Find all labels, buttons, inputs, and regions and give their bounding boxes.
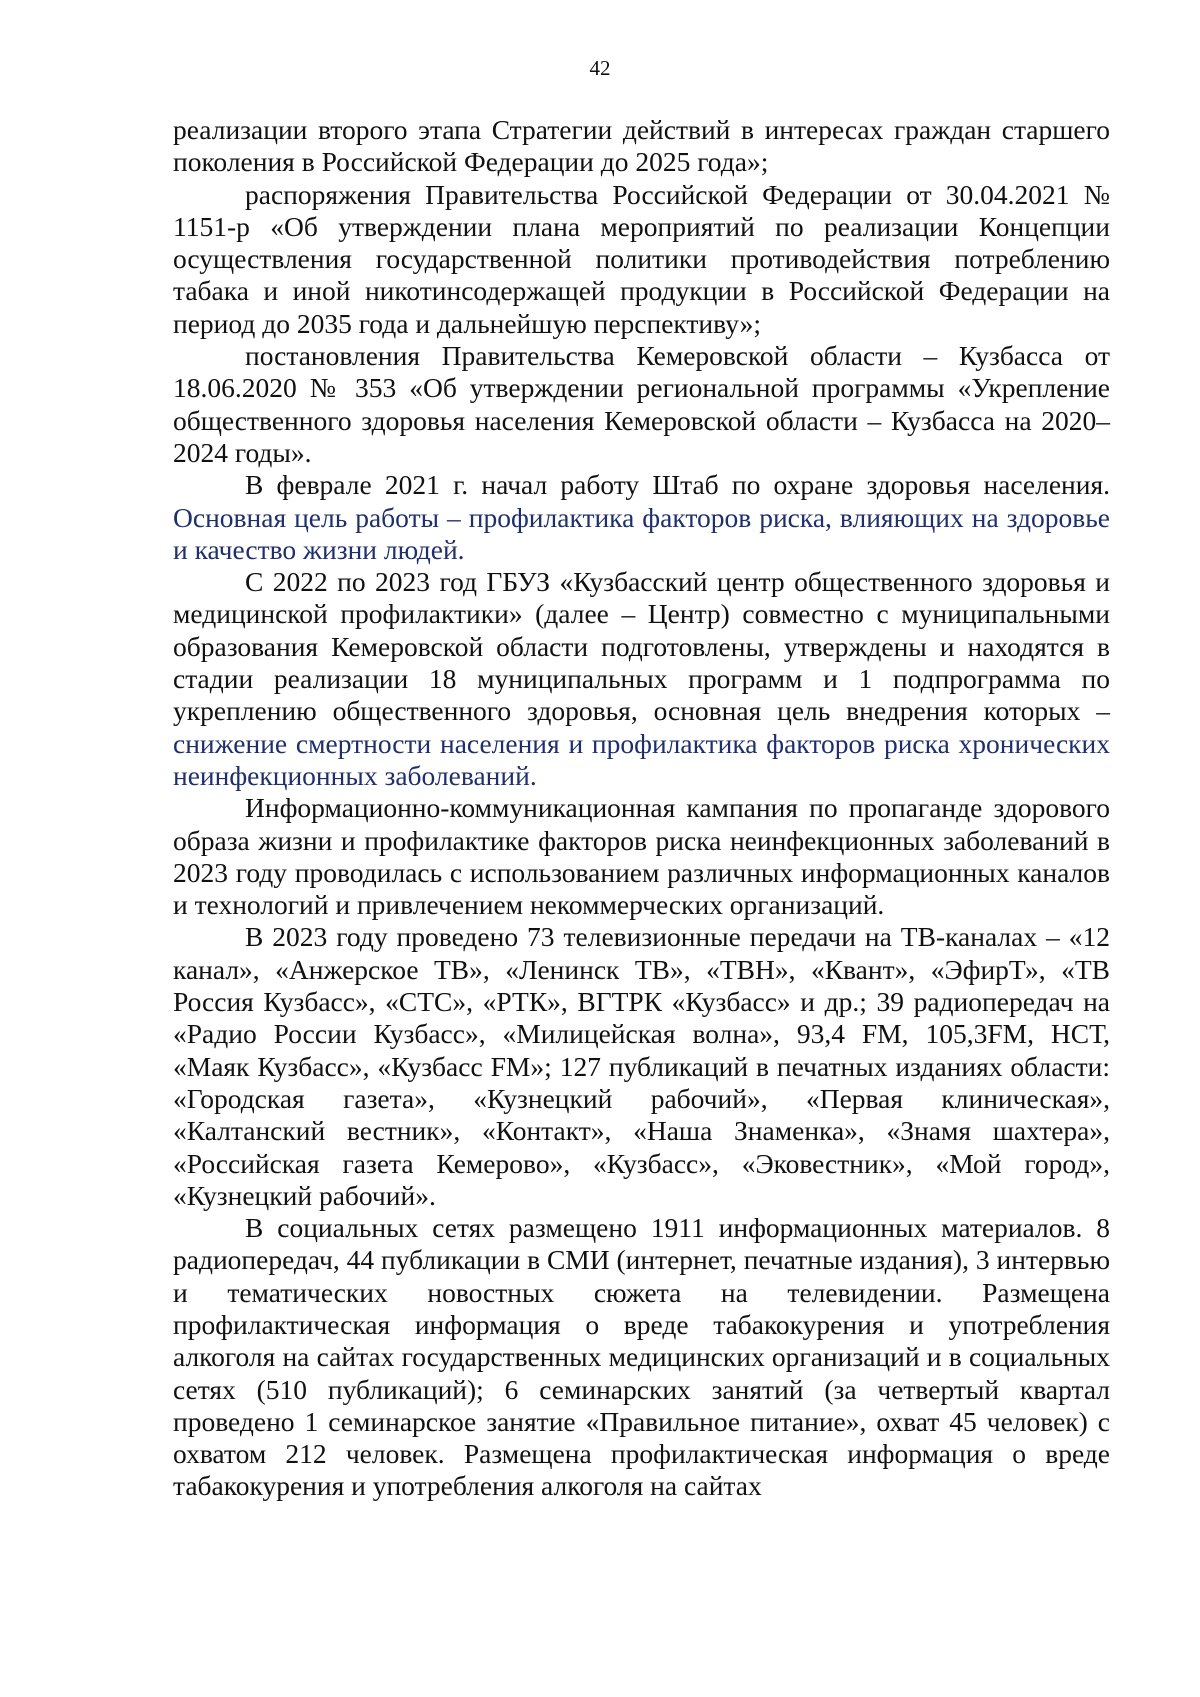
page-number: 42 (589, 56, 611, 80)
health-headquarters-text: В феврале 2021 г. начал работу Штаб по охране здоровья населения. (245, 469, 1110, 501)
paragraph-health-headquarters (173, 469, 1110, 566)
document-body (173, 114, 1110, 1503)
paragraph-information-campaign: Информационно-коммуникационная кампания по пропаганде здорового образа жизни и профилактике факторов риска неинфекционных заболеваний в 2023 году проводилась с использованием различных информационных каналов и технологий и привлечением некоммерческих организаций. (173, 792, 1110, 921)
health-headquarters-goal: Основная цель работы – профилактика факторов риска, влияющих на здоровье и качество жизни людей. (173, 501, 1110, 565)
municipal-programs-goal: снижение смертности населения и профилактика факторов риска хронических неинфекционных заболеваний. (173, 727, 1110, 791)
municipal-programs-text: С 2022 по 2023 год ГБУЗ «Кузбасский центр общественного здоровья и медицинской профилактики» (далее – Центр) совместно с муниципальными образования Кемеровской области подготовлены, утверждены и находятся в стадии реализации 18 муниципальных программ и 1 подпрограмма по укреплению общественного здоровья, основная цель внедрения которых – (173, 566, 1110, 727)
paragraph-government-order-1151: распоряжения Правительства Российской Федерации от 30.04.2021 № 1151-р «Об утверждении плана мероприятий по реализации Концепции осуществления государственной политики противодействия потреблению табака и иной никотинсодержащей продукции в Российской Федерации на период до 2035 года и дальнейшую перспективу»; (173, 178, 1110, 339)
paragraph-strategy-end: реализации второго этапа Стратегии действий в интересах граждан старшего поколения в Российской Федерации до 2025 года»; (173, 114, 1110, 178)
paragraph-social-networks: В социальных сетях размещено 1911 информационных материалов. 8 радиопередач, 44 публикации в СМИ (интернет, печатные издания), 3 интервью и тематических новостных сюжета на телевидении. Размещена профилактическая информация о вреде табакокурения и употребления алкоголя на сайтах государственных медицинских организаций и в социальных сетях (510 публикаций); 6 семинарских занятий (за четвертый квартал проведено 1 семинарское занятие «Правильное питание», охват 45 человек) с охватом 212 человек. Размещена профилактическая информация о вреде табакокурения и употребления алкоголя на сайтах (173, 1212, 1110, 1502)
paragraph-municipal-programs (173, 566, 1110, 792)
paragraph-media-2023: В 2023 году проведено 73 телевизионные передачи на ТВ-каналах – «12 канал», «Анжерское ТВ», «Ленинск ТВ», «ТВН», «Квант», «ЭфирТ», «ТВ Россия Кузбасс», «СТС», «РТК», ВГТРК «Кузбасс» и др.; 39 радиопередач на «Радио России Кузбасс», «Милицейская волна», 93,4 FM, 105,3FM, НСТ, «Маяк Кузбасс», «Кузбасс FM»; 127 публикаций в печатных изданиях области: «Городская газета», «Кузнецкий рабочий», «Первая клиническая», «Калтанский вестник», «Контакт», «Наша Знаменка», «Знамя шахтера», «Российская газета Кемерово», «Кузбасс», «Эковестник», «Мой город», «Кузнецкий рабочий». (173, 921, 1110, 1211)
paragraph-kuzbass-resolution-353: постановления Правительства Кемеровской области – Кузбасса от 18.06.2020 № 353 «Об утверждении региональной программы «Укрепление общественного здоровья населения Кемеровской области – Кузбасса на 2020–2024 годы». (173, 340, 1110, 468)
